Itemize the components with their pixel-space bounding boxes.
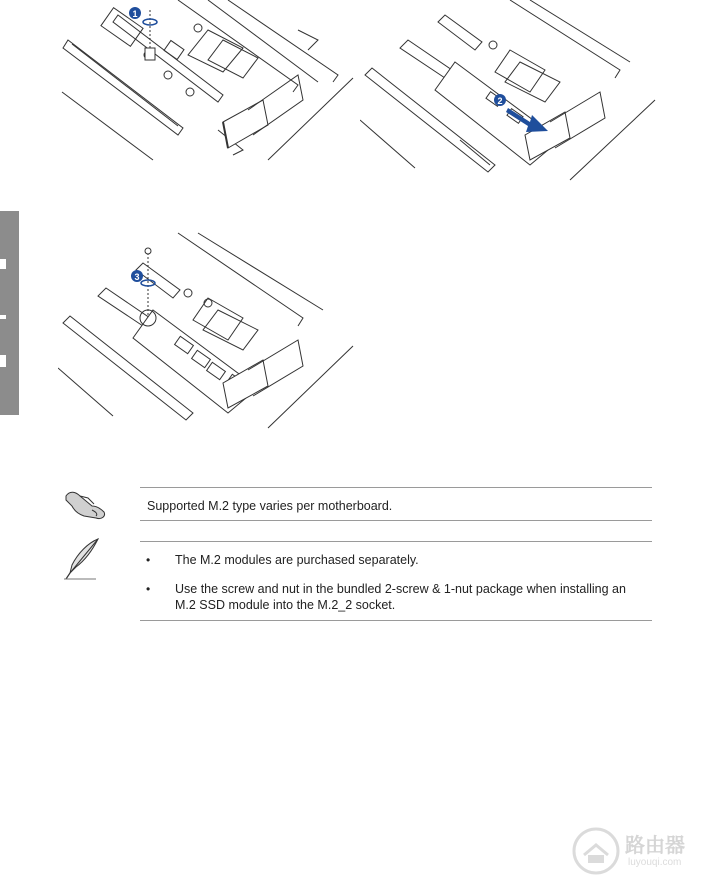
chapter-tab-mark [0, 259, 6, 269]
chapter-side-tab [0, 211, 19, 415]
watermark-logo [570, 825, 705, 877]
memo-bullet-list [140, 552, 640, 613]
install-illustration-step1 [58, 0, 358, 165]
step-number-2: 2 [497, 96, 503, 106]
watermark-title: 路由器 [625, 833, 685, 857]
caution-note [140, 487, 652, 521]
memo-bullet-text: The M.2 modules are purchased separately. [175, 553, 419, 567]
install-illustration-step2 [360, 0, 660, 185]
hand-pointer-icon [62, 488, 108, 527]
memo-bullet-item [140, 581, 640, 613]
step-number-3: 3 [134, 272, 140, 282]
bullet-icon: • [146, 582, 151, 596]
feather-quill-icon [62, 537, 102, 586]
chapter-tab-mark [0, 355, 6, 367]
caution-note-text: Supported M.2 type varies per motherboard. [147, 499, 393, 513]
memo-note [140, 541, 652, 621]
bullet-icon: • [146, 553, 151, 567]
chapter-tab-mark [0, 315, 6, 319]
memo-bullet-item [140, 552, 640, 568]
memo-bullet-text: Use the screw and nut in the bundled 2-screw & 1-nut package when installing an M.2 SSD module into the M.2_2 socket. [175, 582, 626, 612]
step-number-1: 1 [132, 9, 138, 19]
install-illustration-step3 [58, 228, 358, 433]
watermark-subtitle: luyouqi.com [628, 857, 682, 868]
